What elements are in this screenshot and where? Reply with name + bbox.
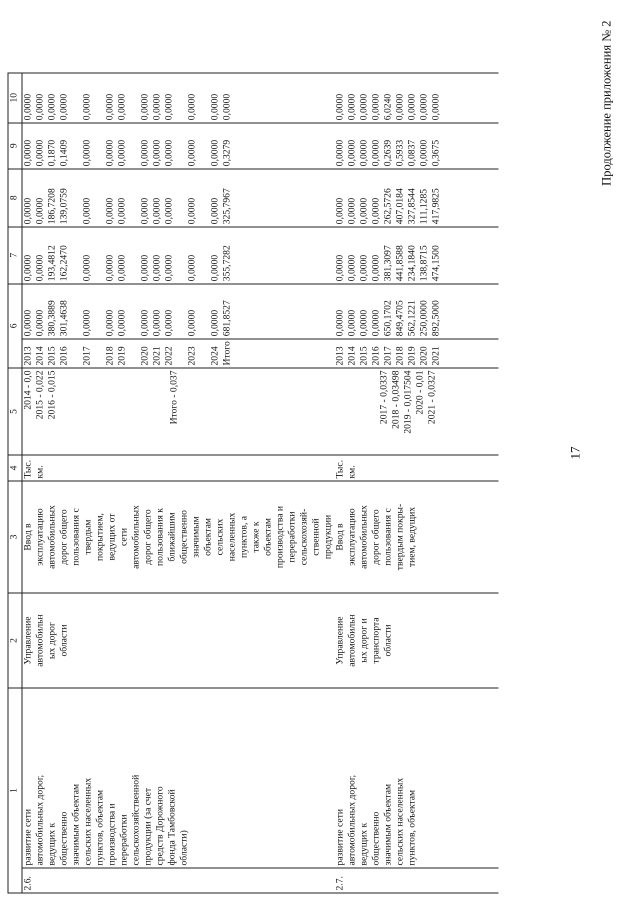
cell-line: 0,0000 (334, 309, 345, 336)
cell-line: автомобильных дорог, (34, 774, 45, 865)
cell-line: 0,0000 (209, 197, 220, 224)
cell-line: значимым (190, 515, 201, 558)
cell-line: ведущих к (46, 822, 57, 865)
cell-line: автомобильн (346, 613, 357, 667)
cell-line: 139,0759 (58, 187, 69, 224)
cell-line: Тыс. (334, 459, 345, 478)
cell-line (80, 370, 91, 452)
value-col-7 (22, 226, 335, 283)
cell-line: 0,0000 (139, 254, 150, 281)
cell-line: пользования к (154, 507, 165, 566)
cell-line (175, 286, 186, 336)
cell-line: 138,8715 (418, 244, 429, 281)
cell-line: 111,1285 (418, 188, 429, 224)
cell-line: 2021 (151, 345, 162, 365)
cell-line (128, 75, 139, 120)
cell-line (128, 171, 139, 224)
value-col-7 (334, 226, 498, 283)
cell-line (367, 370, 378, 452)
cell-line: 0,0000 (334, 93, 345, 120)
cell-line: Итого - 0,037 (168, 370, 179, 424)
cell-line: 681,8527 (221, 299, 232, 336)
cell-line (93, 341, 104, 365)
data-table-wrapper (7, 72, 498, 893)
cell-line: 0,0000 (418, 93, 429, 120)
cell-line: Тыс. (22, 459, 33, 478)
column-number-row (8, 72, 22, 892)
cell-line: 0,0000 (116, 309, 127, 336)
cell-line: области (58, 623, 69, 657)
cell-line (175, 75, 186, 120)
cell-line (70, 75, 81, 120)
cell-line: 0,0000 (163, 309, 174, 336)
event-description (22, 688, 335, 868)
year-cell (334, 338, 498, 367)
cell-line (93, 75, 104, 120)
cell-line: объектам (202, 517, 213, 556)
cell-line (198, 229, 209, 281)
cell-line: ведущих от (106, 513, 117, 560)
cell-line: автомобильных дорог, (346, 774, 357, 865)
cell-line: 0,0000 (186, 309, 197, 336)
cell-line: 325,7967 (221, 187, 232, 224)
cell-line: 0,0000 (151, 139, 162, 166)
row-number: 2.6. (22, 868, 335, 893)
cell-line: 2014 (346, 345, 357, 365)
cell-line: сельских населенных (82, 777, 93, 865)
cell-line: 2020 (139, 345, 150, 365)
cell-line (198, 75, 209, 120)
header-col-1: 1 (8, 688, 22, 893)
cell-line: 2018 (104, 345, 115, 365)
cell-line: 381,3097 (382, 244, 393, 281)
cell-line: 562,1221 (406, 299, 417, 336)
cell-line (198, 341, 209, 365)
page-number: 17 (567, 446, 582, 459)
cell-line: 0,0000 (186, 93, 197, 120)
cell-line: производства и (274, 505, 285, 568)
cell-line: сети (118, 527, 129, 546)
cell-line (175, 125, 186, 166)
target-values-cell (334, 368, 498, 455)
cell-line: 0,0000 (22, 139, 33, 166)
cell-line: общественно (58, 811, 69, 865)
cell-line: сельских (214, 518, 225, 555)
appendix-continuation-title: Продолжение приложения № 2 (599, 20, 613, 186)
cell-line: 0,0000 (116, 197, 127, 224)
cell-line: покрытием, (94, 512, 105, 561)
header-col-4: 4 (8, 455, 22, 481)
cell-line: 892,5000 (430, 299, 441, 336)
cell-line: 0,0000 (334, 197, 345, 224)
value-col-8 (334, 168, 498, 226)
value-col-9 (334, 122, 498, 168)
cell-line: 2019 - 0,017504 (402, 370, 413, 434)
cell-line (102, 370, 113, 452)
cell-line: 0,0000 (81, 309, 92, 336)
cell-line (198, 125, 209, 166)
cell-line: 2016 (58, 345, 69, 365)
cell-line: 301,4638 (58, 299, 69, 336)
cell-line: 2023 (186, 345, 197, 365)
cell-line: 0,0000 (139, 139, 150, 166)
cell-line: 186,7208 (46, 187, 57, 224)
cell-line: 0,0000 (81, 254, 92, 281)
cell-line: 0,0000 (346, 254, 357, 281)
cell-line: 2013 (22, 345, 33, 365)
table-row-2-7 (334, 72, 498, 892)
cell-line: 0,0000 (370, 254, 381, 281)
cell-line: ближайшим (166, 511, 177, 562)
cell-line (93, 286, 104, 336)
cell-line: 0,0000 (186, 197, 197, 224)
cell-line: 162,2470 (58, 244, 69, 281)
cell-line (334, 370, 345, 452)
cell-line: 0,0000 (22, 93, 33, 120)
cell-line: дорог общего (58, 508, 69, 565)
cell-line (128, 125, 139, 166)
event-description (334, 688, 498, 868)
cell-line: дорог общего (142, 508, 153, 565)
cell-line (345, 370, 356, 452)
cell-line: 0,0000 (346, 139, 357, 166)
cell-line: 0,0000 (104, 197, 115, 224)
cell-line: 0,0000 (116, 93, 127, 120)
cell-line: 0,0000 (358, 254, 369, 281)
cell-line: 0,0837 (406, 139, 417, 166)
cell-line: области (382, 623, 393, 657)
executor-cell (334, 593, 498, 688)
cell-line (128, 341, 139, 365)
value-col-6 (22, 283, 335, 338)
cell-line: автомобильных (46, 504, 57, 569)
cell-line: 441,8588 (394, 244, 405, 281)
cell-line (175, 229, 186, 281)
cell-line: 2014 - 0,0 (22, 370, 33, 410)
cell-line (135, 370, 146, 452)
value-col-6 (334, 283, 498, 338)
cell-line (356, 370, 367, 452)
cell-line: 2018 (394, 345, 405, 365)
cell-line: 355,7282 (221, 244, 232, 281)
header-col-10: 10 (8, 72, 22, 122)
indicator-cell (22, 481, 335, 593)
cell-line: 2021 - 0,0327 (426, 370, 437, 424)
cell-line: 0,0000 (163, 139, 174, 166)
cell-line: развитие сети (334, 808, 345, 865)
cell-line: 2017 - 0,0337 (378, 370, 389, 424)
cell-line: автомобильных (358, 504, 369, 569)
cell-line: 0,0000 (34, 93, 45, 120)
header-col-9: 9 (8, 122, 22, 168)
cell-line (175, 171, 186, 224)
cell-line: 0,0000 (139, 309, 150, 336)
cell-line (70, 286, 81, 336)
cell-line (146, 370, 157, 452)
cell-line: 0,0000 (34, 309, 45, 336)
cell-line: 6,0240 (382, 93, 393, 120)
unit-cell (334, 455, 498, 481)
cell-line: 0,0000 (116, 139, 127, 166)
cell-line: Ввод в (22, 522, 33, 551)
cell-line: 0,0000 (209, 139, 220, 166)
cell-line: тием, ведущих (406, 506, 417, 567)
cell-line: пунктов, объектам (94, 789, 105, 865)
cell-line: 0,0000 (221, 93, 232, 120)
cell-line: 2017 (81, 345, 92, 365)
cell-line: 0,0000 (151, 93, 162, 120)
cell-line: 2015 - 0,022 (34, 370, 45, 419)
cell-line: ых дорог и (358, 617, 369, 663)
cell-line: Управление (334, 615, 345, 665)
cell-line (128, 229, 139, 281)
cell-line: ых дорог (46, 621, 57, 659)
cell-line: 0,0000 (186, 254, 197, 281)
cell-line: 0,0000 (151, 197, 162, 224)
cell-line: 2013 (334, 345, 345, 365)
cell-line: 0,0000 (334, 139, 345, 166)
cell-line: Управление (22, 615, 33, 665)
cell-line: 2015 (358, 345, 369, 365)
cell-line (113, 370, 124, 452)
cell-line: 0,2639 (382, 139, 393, 166)
cell-line: развитие сети (22, 808, 33, 865)
cell-line (157, 370, 168, 452)
cell-line: 0,0000 (104, 93, 115, 120)
cell-line: 2016 - 0,015 (46, 370, 57, 419)
cell-line: 417,9825 (430, 187, 441, 224)
cell-line: 0,1409 (58, 139, 69, 166)
cell-line: населенных (226, 512, 237, 561)
cell-line: 2014 (34, 345, 45, 365)
cell-line: 0,0000 (370, 93, 381, 120)
value-col-8 (22, 168, 335, 226)
row-number: 2.7. (334, 868, 498, 893)
cell-line: 0,0000 (58, 93, 69, 120)
cell-line: общественно (178, 509, 189, 564)
cell-line: пользования с (70, 507, 81, 566)
cell-line (198, 171, 209, 224)
header-col-3: 3 (8, 481, 22, 593)
cell-line: средств Дорожного (154, 785, 165, 865)
cell-line: автомобильн (34, 613, 45, 667)
cell-line: 0,0000 (116, 254, 127, 281)
cell-line: 0,0000 (163, 197, 174, 224)
cell-line: 0,0000 (34, 254, 45, 281)
cell-line: 0,0000 (370, 309, 381, 336)
cell-line: 0,0000 (209, 309, 220, 336)
cell-line: пунктов, а (238, 515, 249, 558)
cell-line: 0,0000 (139, 197, 150, 224)
cell-line: 193,4812 (46, 244, 57, 281)
cell-line: 407,0184 (394, 187, 405, 224)
cell-line: 0,3279 (221, 139, 232, 166)
cell-line (58, 370, 69, 452)
cell-line: 0,0000 (81, 139, 92, 166)
year-cell (22, 338, 335, 367)
cell-line: 849,4705 (394, 299, 405, 336)
cell-line: 0,0000 (346, 93, 357, 120)
cell-line: Ввод в (334, 522, 345, 551)
cell-line: 2020 - 0,01 (414, 370, 425, 414)
cell-line: 234,1840 (406, 244, 417, 281)
cell-line (128, 286, 139, 336)
cell-line: пунктов, объектам (406, 789, 417, 865)
cell-line: 2018 - 0,03498 (390, 370, 401, 429)
cell-line (93, 229, 104, 281)
cell-line: 0,0000 (418, 139, 429, 166)
cell-line: фонда Тамбовской (166, 788, 177, 865)
cell-line: 2024 (209, 345, 220, 365)
cell-line: 0,5933 (394, 139, 405, 166)
value-col-9 (22, 122, 335, 168)
cell-line: 0,0000 (370, 139, 381, 166)
cell-line: 2020 (418, 345, 429, 365)
cell-line: 0,0000 (209, 93, 220, 120)
cell-line: общественно (370, 811, 381, 865)
cell-line (69, 370, 80, 452)
cell-line: Итого (221, 340, 232, 365)
cell-line (70, 171, 81, 224)
cell-line: 0,0000 (334, 254, 345, 281)
cell-line: 0,0000 (370, 197, 381, 224)
cell-line: 2019 (116, 345, 127, 365)
cell-line: 380,3889 (46, 299, 57, 336)
cell-line: ведущих к (358, 822, 369, 865)
indicator-cell (334, 481, 498, 593)
header-col-7: 7 (8, 226, 22, 283)
cell-line: эксплуатацию (34, 507, 45, 566)
cell-line: пользования с (382, 507, 393, 566)
cell-line: 0,0000 (34, 139, 45, 166)
header-col-6: 6 (8, 283, 22, 367)
table-row-2-6 (22, 72, 335, 892)
cell-line (91, 370, 102, 452)
cell-line: 0,0000 (394, 93, 405, 120)
cell-line: транспорта (370, 617, 381, 663)
unit-cell (22, 455, 335, 481)
cell-line: 0,0000 (104, 139, 115, 166)
cell-line: 0,0000 (358, 309, 369, 336)
cell-line: области) (178, 829, 189, 865)
cell-line: 474,1500 (430, 244, 441, 281)
cell-line: 0,0000 (430, 93, 441, 120)
cell-line: производства и (106, 802, 117, 865)
cell-line: значимым объектам (70, 783, 81, 865)
cell-line: 0,0000 (209, 254, 220, 281)
cell-line: 2015 (46, 345, 57, 365)
cell-line: 0,0000 (346, 197, 357, 224)
cell-line (70, 125, 81, 166)
cell-line: 0,0000 (358, 139, 369, 166)
program-table (7, 72, 498, 893)
cell-line: ственной (310, 517, 321, 556)
cell-line: 650,1702 (382, 299, 393, 336)
header-col-2: 2 (8, 593, 22, 688)
cell-line: сельских населенных (394, 777, 405, 865)
cell-line: км. (346, 464, 357, 478)
cell-line: твердым покры- (394, 503, 405, 570)
cell-line: значимым объектам (382, 783, 393, 865)
cell-line: 0,0000 (22, 254, 33, 281)
value-col-10 (22, 72, 335, 122)
cell-line (175, 341, 186, 365)
cell-line: 0,3675 (430, 139, 441, 166)
cell-line: 0,0000 (358, 197, 369, 224)
cell-line: 0,0000 (151, 309, 162, 336)
cell-line: 327,8544 (406, 187, 417, 224)
cell-line: км. (34, 464, 45, 478)
cell-line: 0,0000 (346, 309, 357, 336)
cell-line: 0,0000 (46, 93, 57, 120)
cell-line: 0,0000 (34, 197, 45, 224)
cell-line: дорог общего (370, 508, 381, 565)
cell-line: автомобильных (130, 504, 141, 569)
cell-line: объектам (262, 517, 273, 556)
cell-line: 0,0000 (358, 93, 369, 120)
target-values-cell (22, 368, 335, 455)
cell-line: 0,0000 (163, 93, 174, 120)
cell-line: 0,1870 (46, 139, 57, 166)
cell-line (70, 341, 81, 365)
cell-line: 0,0000 (22, 309, 33, 336)
cell-line: сельскохозяйственной (130, 774, 141, 865)
cell-line: 0,0000 (151, 254, 162, 281)
cell-line: 0,0000 (22, 197, 33, 224)
cell-line (93, 125, 104, 166)
cell-line: 0,0000 (104, 254, 115, 281)
executor-cell (22, 593, 335, 688)
cell-line: эксплуатацию (346, 507, 357, 566)
cell-line (124, 370, 135, 452)
header-col-5: 5 (8, 368, 22, 455)
cell-line: продукции (322, 514, 333, 559)
cell-line: 0,0000 (163, 254, 174, 281)
cell-line: 0,0000 (81, 197, 92, 224)
cell-line: 2019 (406, 345, 417, 365)
cell-line: 0,0000 (186, 139, 197, 166)
cell-line: 2022 (163, 345, 174, 365)
cell-line: 262,5726 (382, 187, 393, 224)
value-col-10 (334, 72, 498, 122)
cell-line: твердым (82, 519, 93, 554)
cell-line (70, 229, 81, 281)
cell-line: 0,0000 (81, 93, 92, 120)
cell-line: 2017 (382, 345, 393, 365)
cell-line: 0,0000 (139, 93, 150, 120)
cell-line: переработки (286, 510, 297, 563)
cell-line (93, 171, 104, 224)
cell-line: 0,0000 (406, 93, 417, 120)
cell-line: переработки (118, 813, 129, 865)
cell-line: 250,0000 (418, 299, 429, 336)
cell-line: продукции (за счет (142, 787, 153, 865)
cell-line: 0,0000 (104, 309, 115, 336)
cell-line: сельскохозяй- (298, 508, 309, 565)
cell-line: 2021 (430, 345, 441, 365)
cell-line: 2016 (370, 345, 381, 365)
cell-line: также к (250, 520, 261, 553)
cell-line (198, 286, 209, 336)
header-col-8: 8 (8, 168, 22, 226)
